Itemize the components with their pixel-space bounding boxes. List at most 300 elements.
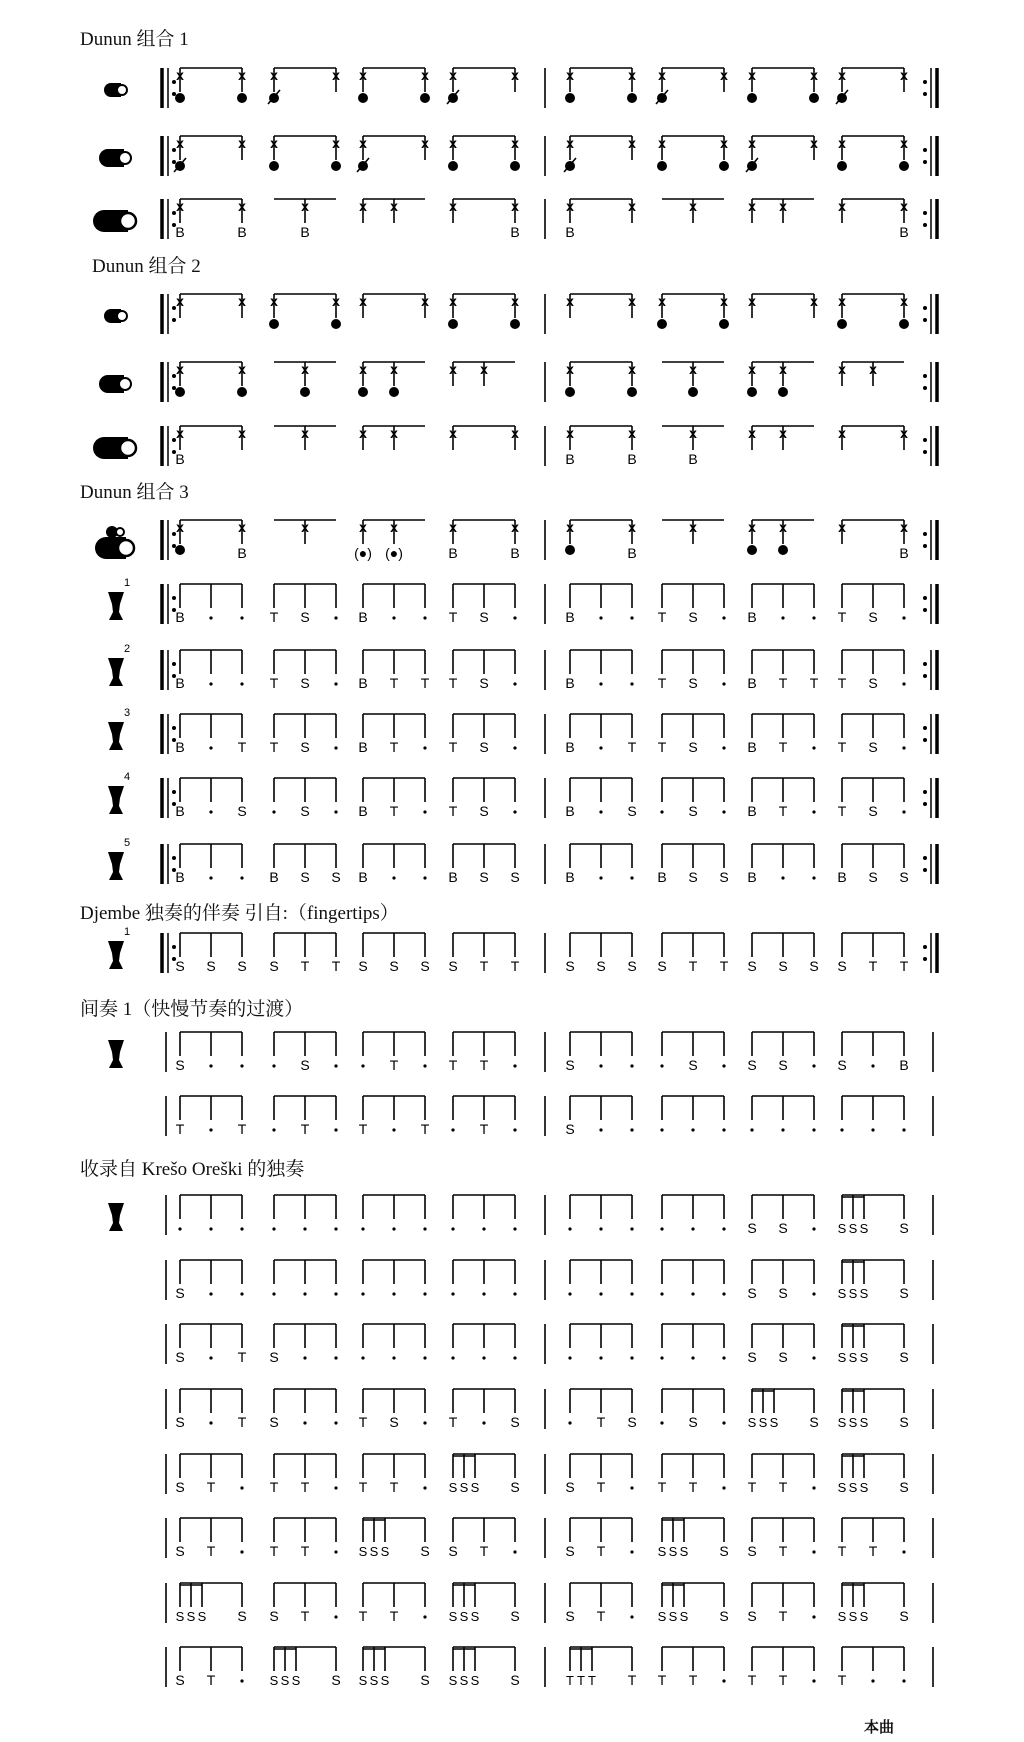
svg-text:x: x <box>838 293 846 309</box>
svg-text:T: T <box>479 958 489 974</box>
svg-text:T: T <box>389 803 399 819</box>
svg-text:x: x <box>176 67 184 83</box>
svg-text:T: T <box>657 675 667 691</box>
svg-text:x: x <box>301 519 309 535</box>
svg-text:x: x <box>301 198 309 214</box>
svg-text:S: S <box>899 1608 909 1624</box>
svg-text:T: T <box>868 958 878 974</box>
svg-text:x: x <box>359 519 367 535</box>
svg-text:S: S <box>479 803 489 819</box>
svg-text:S: S <box>237 803 247 819</box>
svg-text:x: x <box>359 67 367 83</box>
svg-text:x: x <box>566 135 574 151</box>
svg-text:S: S <box>688 1414 698 1430</box>
svg-text:S: S <box>565 1608 575 1624</box>
svg-text:S: S <box>380 1673 390 1688</box>
svg-text:T: T <box>577 1673 585 1688</box>
rhythm-system <box>93 198 937 240</box>
rhythm-system <box>99 361 937 402</box>
svg-text:B: B <box>747 739 757 755</box>
svg-text:1: 1 <box>124 577 131 589</box>
svg-text:B: B <box>565 869 575 885</box>
svg-text:x: x <box>238 198 246 214</box>
svg-text:T: T <box>899 958 909 974</box>
svg-text:S: S <box>848 1350 858 1365</box>
svg-text:x: x <box>900 425 908 441</box>
svg-text:T: T <box>837 1543 847 1559</box>
svg-text:S: S <box>668 1609 678 1624</box>
svg-text:T: T <box>237 1349 247 1365</box>
svg-text:S: S <box>197 1609 207 1624</box>
svg-text:S: S <box>868 675 878 691</box>
svg-text:x: x <box>238 67 246 83</box>
svg-text:B: B <box>175 224 185 240</box>
svg-text:T: T <box>448 739 458 755</box>
svg-text:B: B <box>510 545 520 561</box>
svg-text:x: x <box>689 519 697 535</box>
svg-text:x: x <box>838 361 846 377</box>
svg-text:T: T <box>358 1608 368 1624</box>
svg-text:S: S <box>358 958 368 974</box>
svg-text:S: S <box>175 1057 185 1073</box>
svg-text:S: S <box>837 958 847 974</box>
svg-text:T: T <box>778 1672 788 1688</box>
svg-text:T: T <box>596 1543 606 1559</box>
svg-text:T: T <box>510 958 520 974</box>
svg-text:S: S <box>769 1415 779 1430</box>
svg-text:S: S <box>479 869 489 885</box>
svg-text:S: S <box>470 1673 480 1688</box>
svg-text:x: x <box>176 198 184 214</box>
svg-text:S: S <box>175 1672 185 1688</box>
svg-text:x: x <box>748 198 756 214</box>
svg-text:S: S <box>778 1349 788 1365</box>
svg-text:x: x <box>238 135 246 151</box>
svg-text:B: B <box>837 869 847 885</box>
svg-text:T: T <box>237 1121 247 1137</box>
svg-text:S: S <box>470 1480 480 1495</box>
svg-text:S: S <box>448 958 458 974</box>
svg-text:x: x <box>176 361 184 377</box>
svg-text:x: x <box>390 361 398 377</box>
svg-text:S: S <box>868 609 878 625</box>
svg-text:T: T <box>809 675 819 691</box>
svg-text:S: S <box>837 1286 847 1301</box>
svg-text:S: S <box>837 1415 847 1430</box>
svg-text:S: S <box>899 1479 909 1495</box>
svg-text:x: x <box>838 519 846 535</box>
svg-text:B: B <box>510 224 520 240</box>
svg-text:S: S <box>565 1057 575 1073</box>
svg-text:T: T <box>358 1414 368 1430</box>
svg-text:S: S <box>859 1221 869 1236</box>
svg-text:T: T <box>596 1414 606 1430</box>
svg-text:S: S <box>470 1609 480 1624</box>
svg-text:S: S <box>747 958 757 974</box>
svg-text:S: S <box>565 1479 575 1495</box>
rhythm-system <box>108 771 937 819</box>
svg-text:T: T <box>837 803 847 819</box>
svg-text:B: B <box>747 803 757 819</box>
svg-text:S: S <box>679 1609 689 1624</box>
svg-text:x: x <box>176 135 184 151</box>
svg-text:T: T <box>627 739 637 755</box>
svg-text:S: S <box>206 958 216 974</box>
svg-text:x: x <box>900 198 908 214</box>
svg-text:S: S <box>859 1350 869 1365</box>
svg-text:T: T <box>237 739 247 755</box>
svg-text:S: S <box>837 1221 847 1236</box>
svg-text:S: S <box>565 1543 575 1559</box>
rhythm-system <box>108 1032 933 1073</box>
svg-text:S: S <box>679 1544 689 1559</box>
svg-text:T: T <box>420 1121 430 1137</box>
svg-text:T: T <box>389 1057 399 1073</box>
rhythm-system <box>108 1195 933 1236</box>
svg-text:T: T <box>269 609 279 625</box>
rhythm-system <box>166 1454 933 1495</box>
svg-text:T: T <box>596 1479 606 1495</box>
svg-text:T: T <box>300 1543 310 1559</box>
section-title: Djembe 独奏的伴奏 引自:（fingertips） <box>80 903 399 924</box>
svg-text:T: T <box>596 1608 606 1624</box>
svg-text:S: S <box>859 1286 869 1301</box>
svg-text:S: S <box>899 869 909 885</box>
svg-text:x: x <box>748 425 756 441</box>
svg-text:T: T <box>389 675 399 691</box>
svg-text:S: S <box>369 1673 379 1688</box>
svg-text:B: B <box>565 803 575 819</box>
svg-text:x: x <box>689 425 697 441</box>
svg-text:T: T <box>358 1121 368 1137</box>
svg-text:B: B <box>358 675 368 691</box>
svg-text:S: S <box>778 958 788 974</box>
svg-text:x: x <box>628 425 636 441</box>
svg-text:x: x <box>359 293 367 309</box>
svg-text:S: S <box>448 1609 458 1624</box>
svg-text:x: x <box>449 519 457 535</box>
svg-text:T: T <box>300 1608 310 1624</box>
svg-text:x: x <box>449 361 457 377</box>
svg-text:B: B <box>657 869 667 885</box>
svg-text:S: S <box>175 1414 185 1430</box>
svg-text:T: T <box>300 1121 310 1137</box>
svg-text:x: x <box>566 293 574 309</box>
svg-text:T: T <box>358 1479 368 1495</box>
svg-text:S: S <box>837 1057 847 1073</box>
svg-text:S: S <box>510 1608 520 1624</box>
svg-text:S: S <box>420 958 430 974</box>
svg-text:x: x <box>838 425 846 441</box>
svg-text:S: S <box>859 1480 869 1495</box>
svg-text:S: S <box>459 1673 469 1688</box>
svg-text:S: S <box>688 1057 698 1073</box>
section-title: 间奏 1（快慢节奏的过渡） <box>80 999 304 1020</box>
svg-text:B: B <box>358 803 368 819</box>
svg-text:x: x <box>628 135 636 151</box>
svg-text:5: 5 <box>124 837 131 849</box>
svg-text:T: T <box>300 958 310 974</box>
svg-text:T: T <box>300 1479 310 1495</box>
rhythm-system <box>108 926 937 974</box>
svg-text:x: x <box>301 425 309 441</box>
svg-text:S: S <box>778 1220 788 1236</box>
svg-text:x: x <box>658 67 666 83</box>
svg-text:S: S <box>420 1543 430 1559</box>
svg-text:T: T <box>747 1672 757 1688</box>
svg-text:B: B <box>269 869 279 885</box>
svg-text:B: B <box>358 609 368 625</box>
svg-text:S: S <box>269 958 279 974</box>
svg-text:x: x <box>511 135 519 151</box>
svg-text:S: S <box>269 1673 279 1688</box>
rhythm-system <box>166 1647 933 1688</box>
svg-text:S: S <box>747 1285 757 1301</box>
svg-text:x: x <box>900 135 908 151</box>
svg-text:x: x <box>628 293 636 309</box>
svg-text:T: T <box>778 1479 788 1495</box>
svg-text:x: x <box>779 198 787 214</box>
svg-text:x: x <box>390 425 398 441</box>
svg-text:S: S <box>420 1672 430 1688</box>
svg-text:x: x <box>449 293 457 309</box>
svg-text:T: T <box>448 675 458 691</box>
svg-text:B: B <box>565 451 575 467</box>
svg-text:x: x <box>566 425 574 441</box>
svg-text:T: T <box>566 1673 574 1688</box>
svg-text:T: T <box>389 1479 399 1495</box>
svg-text:S: S <box>837 1480 847 1495</box>
svg-text:S: S <box>448 1543 458 1559</box>
svg-text:S: S <box>479 675 489 691</box>
svg-text:x: x <box>449 198 457 214</box>
svg-text:S: S <box>479 609 489 625</box>
rhythm-system <box>108 643 937 691</box>
svg-text:S: S <box>778 1285 788 1301</box>
svg-text:B: B <box>627 451 637 467</box>
svg-text:S: S <box>358 1544 368 1559</box>
svg-text:S: S <box>300 609 310 625</box>
svg-text:B: B <box>175 869 185 885</box>
section-title: Dunun 组合 3 <box>80 482 189 503</box>
svg-text:S: S <box>448 1673 458 1688</box>
svg-text:S: S <box>175 1479 185 1495</box>
svg-text:S: S <box>688 869 698 885</box>
svg-text:T: T <box>420 675 430 691</box>
svg-text:T: T <box>269 739 279 755</box>
svg-text:x: x <box>628 198 636 214</box>
svg-text:x: x <box>270 67 278 83</box>
svg-text:S: S <box>369 1544 379 1559</box>
svg-text:x: x <box>779 519 787 535</box>
svg-text:S: S <box>175 1285 185 1301</box>
svg-text:T: T <box>688 1479 698 1495</box>
svg-text:S: S <box>837 1350 847 1365</box>
svg-text:S: S <box>848 1415 858 1430</box>
svg-text:x: x <box>748 361 756 377</box>
svg-text:S: S <box>459 1480 469 1495</box>
svg-text:B: B <box>448 545 458 561</box>
svg-text:S: S <box>269 1349 279 1365</box>
svg-text:T: T <box>868 1543 878 1559</box>
svg-text:x: x <box>301 361 309 377</box>
svg-text:S: S <box>747 1608 757 1624</box>
svg-text:S: S <box>389 1414 399 1430</box>
svg-text:S: S <box>688 675 698 691</box>
svg-text:S: S <box>859 1415 869 1430</box>
rhythm-system <box>104 293 937 334</box>
svg-text:T: T <box>719 958 729 974</box>
svg-text:x: x <box>628 519 636 535</box>
svg-text:T: T <box>175 1121 185 1137</box>
svg-text:S: S <box>657 1609 667 1624</box>
svg-text:x: x <box>748 293 756 309</box>
rhythm-system <box>166 1518 933 1559</box>
svg-text:T: T <box>627 1672 637 1688</box>
svg-text:B: B <box>300 224 310 240</box>
svg-text:x: x <box>566 519 574 535</box>
svg-text:x: x <box>449 425 457 441</box>
svg-text:S: S <box>868 803 878 819</box>
svg-text:S: S <box>510 1479 520 1495</box>
svg-text:S: S <box>627 958 637 974</box>
svg-text:x: x <box>480 361 488 377</box>
svg-text:(●): (●) <box>354 545 372 561</box>
svg-text:T: T <box>237 1414 247 1430</box>
rhythm-system <box>95 519 937 561</box>
svg-text:x: x <box>421 293 429 309</box>
svg-text:2: 2 <box>124 643 131 655</box>
svg-text:S: S <box>300 675 310 691</box>
svg-text:S: S <box>868 739 878 755</box>
svg-text:S: S <box>510 869 520 885</box>
svg-text:T: T <box>837 609 847 625</box>
svg-text:4: 4 <box>124 771 131 783</box>
svg-text:S: S <box>848 1480 858 1495</box>
svg-text:x: x <box>270 135 278 151</box>
svg-text:S: S <box>300 869 310 885</box>
svg-text:x: x <box>566 198 574 214</box>
svg-text:x: x <box>838 135 846 151</box>
svg-text:x: x <box>176 293 184 309</box>
svg-text:S: S <box>565 958 575 974</box>
svg-text:T: T <box>448 803 458 819</box>
svg-text:S: S <box>300 1057 310 1073</box>
svg-text:B: B <box>448 869 458 885</box>
svg-text:x: x <box>810 293 818 309</box>
svg-text:S: S <box>657 958 667 974</box>
svg-text:x: x <box>390 519 398 535</box>
svg-text:T: T <box>479 1057 489 1073</box>
rhythm-system <box>166 1583 933 1624</box>
svg-text:S: S <box>300 739 310 755</box>
svg-text:x: x <box>720 67 728 83</box>
svg-text:T: T <box>657 739 667 755</box>
section-title: Dunun 组合 2 <box>92 256 201 277</box>
svg-text:x: x <box>449 67 457 83</box>
svg-text:S: S <box>237 958 247 974</box>
svg-text:x: x <box>332 67 340 83</box>
svg-text:B: B <box>747 609 757 625</box>
svg-text:B: B <box>358 869 368 885</box>
svg-text:x: x <box>748 135 756 151</box>
svg-text:x: x <box>238 425 246 441</box>
svg-text:B: B <box>899 224 909 240</box>
svg-text:x: x <box>421 67 429 83</box>
svg-text:S: S <box>479 739 489 755</box>
svg-text:T: T <box>778 739 788 755</box>
svg-text:S: S <box>175 1349 185 1365</box>
svg-text:B: B <box>175 803 185 819</box>
rhythm-system <box>108 577 937 625</box>
svg-text:S: S <box>291 1673 301 1688</box>
svg-text:B: B <box>175 451 185 467</box>
svg-text:S: S <box>175 1543 185 1559</box>
svg-text:x: x <box>238 361 246 377</box>
svg-text:S: S <box>668 1544 678 1559</box>
svg-text:x: x <box>900 67 908 83</box>
svg-text:x: x <box>748 67 756 83</box>
svg-text:B: B <box>237 545 247 561</box>
svg-text:T: T <box>448 1414 458 1430</box>
svg-text:x: x <box>689 361 697 377</box>
svg-text:T: T <box>448 1057 458 1073</box>
svg-text:S: S <box>300 803 310 819</box>
rhythm-system <box>166 1096 933 1137</box>
svg-text:1: 1 <box>124 926 131 938</box>
svg-text:B: B <box>747 675 757 691</box>
svg-text:T: T <box>331 958 341 974</box>
svg-text:x: x <box>838 67 846 83</box>
svg-text:B: B <box>175 609 185 625</box>
svg-text:T: T <box>269 675 279 691</box>
svg-text:x: x <box>359 361 367 377</box>
svg-text:S: S <box>459 1609 469 1624</box>
svg-text:S: S <box>186 1609 196 1624</box>
svg-text:S: S <box>747 1349 757 1365</box>
svg-text:S: S <box>899 1220 909 1236</box>
svg-text:x: x <box>511 519 519 535</box>
svg-text:S: S <box>747 1415 757 1430</box>
svg-text:S: S <box>859 1609 869 1624</box>
svg-text:x: x <box>176 425 184 441</box>
svg-text:T: T <box>837 739 847 755</box>
rhythm-system <box>108 837 937 885</box>
svg-text:x: x <box>238 293 246 309</box>
svg-text:S: S <box>778 1057 788 1073</box>
svg-text:x: x <box>838 198 846 214</box>
svg-text:B: B <box>565 739 575 755</box>
svg-text:B: B <box>565 675 575 691</box>
svg-text:T: T <box>837 1672 847 1688</box>
svg-text:S: S <box>175 1609 185 1624</box>
svg-text:x: x <box>689 198 697 214</box>
svg-text:T: T <box>389 1608 399 1624</box>
svg-text:x: x <box>779 425 787 441</box>
svg-text:T: T <box>389 739 399 755</box>
svg-text:x: x <box>628 361 636 377</box>
svg-text:B: B <box>899 545 909 561</box>
rhythm-system <box>99 135 937 176</box>
svg-text:x: x <box>359 135 367 151</box>
svg-text:x: x <box>628 67 636 83</box>
footer-mark: 本曲 <box>863 1718 894 1736</box>
svg-text:S: S <box>175 958 185 974</box>
svg-text:S: S <box>758 1415 768 1430</box>
svg-text:T: T <box>778 803 788 819</box>
svg-text:x: x <box>511 67 519 83</box>
svg-text:S: S <box>565 1121 575 1137</box>
